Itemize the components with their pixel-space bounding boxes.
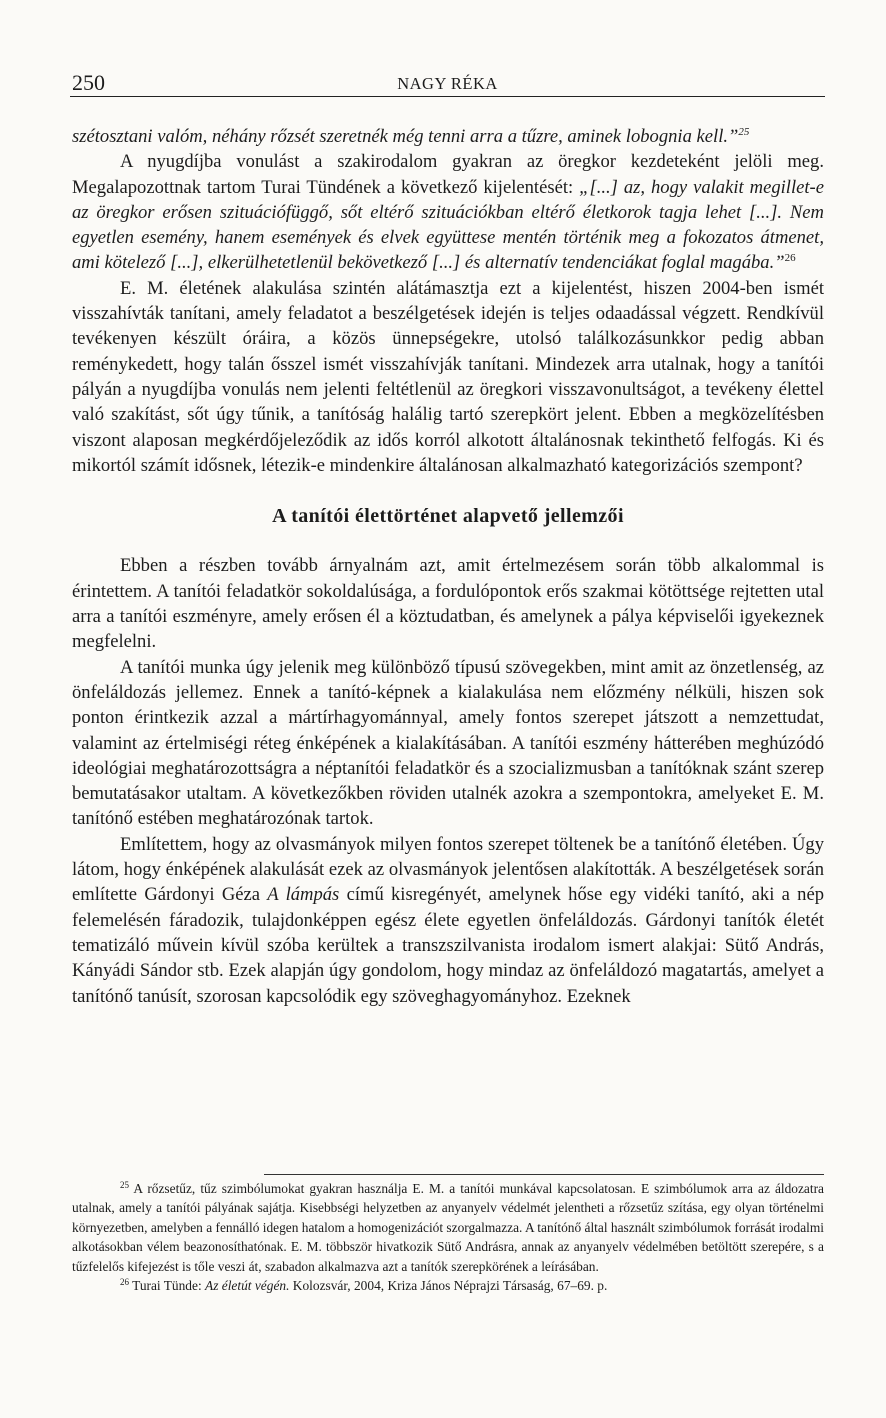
section-title: A tanítói élettörténet alapvető jellemzői: [272, 505, 624, 528]
page-number: 250: [72, 70, 105, 95]
paragraph: E. M. életének alakulása szintén alátámasztja ezt a kijelentést, hiszen 2004-ben ismét visszahívták tanítani, amely feladatot a beszélgetések idején is teljes odaadással végzett. Rendkívül tevékenyen készült óráira, a közös ünnepségekre, utolsó találkozásunkkor pedig abban reménykedett, hogy talán ősszel ismét visszahívják tanítani. Mindezek arra utalnak, hogy a tanítói pályán a nyugdíjba vonulás nem jelenti feltétlenül az öregkori visszavonultságot, a tevékeny élettel való szakítást, sőt úgy tűnik, a tanítóság halálig tartó szerepkört jelent. Ebben a megközelítésben viszont alaposan megkérdőjeleződik az idős korról alkotott általánosnak tekinthető felfogás. Ki és mikortól számít idősnek, létezik-e mindenkire általánosan alkalmazható kategorizációs szempont?: [72, 277, 824, 476]
footnote-number: 25: [120, 1180, 129, 1190]
cited-title: Az életút végén.: [205, 1278, 290, 1294]
paragraph-text: Említettem, hogy az olvasmányok milyen fontos szerepet töltenek be a tanítónő életében. Úgy látom, hogy énképének alakulását ezek az olvasmányok jelentősen alakították. A beszélgetések során említette Gárdonyi Géza: [72, 833, 824, 906]
quote-text: szétosztani valóm, néhány rőzsét szeretnék még tenni arra a tűzre, aminek lobognia kell.”: [72, 126, 739, 147]
main-text: [72, 124, 824, 1009]
paragraph-text: című kisregényét, amelynek hőse egy vidéki tanító, aki a nép felemelésén fáradozik, tulajdonképpen egész élete egyetlen önfeláldozás. Gárdonyi tanítók életét tematizáló művein kívül szóba kerültek a transzszilvanista irodalom ismert alakjai: Sütő András, Kányádi Sándor stb. Ezek alapján úgy gondolom, hogy mindaz az önfeláldozó magatartás, amelyet a tanítónő tanúsít, szorosan kapcsolódik egy szöveghagyományhoz. Ezeknek: [72, 884, 824, 1007]
footnote-ref-26: 26: [784, 252, 796, 265]
paragraph: [72, 149, 824, 275]
footnote-25: [72, 1179, 824, 1276]
paragraph: A tanítói munka úgy jelenik meg különböző típusú szövegekben, mint amit az önzetlenség, az önfeláldozás jellemez. Ennek a tanító-képnek a kialakulása nem előzmény nélküli, hiszen sok ponton érintkezik azzal a mártírhagyománnyal, amely fontos szerepet játszott a nemzettudat, valamint az értelmiségi réteg énképének a kialakításában. A tanítói eszmény hátterében meghúzódó ideológiai meghatározottságra a néptanítói feladatkör és a szocializmusban a tanítóknak szánt szerep bemutatásakor utaltam. A következőkben röviden utalnék azokra a szempontokra, amelyeket E. M. tanítónő estében meghatározónak tartok.: [72, 656, 824, 830]
page-header: [70, 70, 825, 97]
footnote-text: Turai Tünde:: [132, 1278, 206, 1294]
book-title: A lámpás: [267, 884, 340, 906]
footnotes: [72, 1179, 824, 1295]
paragraph: [72, 832, 824, 1009]
paragraph: Ebben a részben tovább árnyalnám azt, amit értelmezésem során több alkalommal is érintettem. A tanítói feladatkör sokoldalúsága, a fordulópontok erős szakmai kötöttsége rejtetten utal arra a tanítói eszményre, amely erősen él a köztudatban, és amelynek a pálya képviselői igyekeznek megfelelni.: [72, 555, 824, 653]
running-head: NAGY RÉKA: [397, 74, 498, 93]
footnote-text: Kolozsvár, 2004, Kriza János Néprajzi Társaság, 67–69. p.: [289, 1278, 608, 1294]
footnote-divider: [264, 1174, 824, 1175]
footnote-26: [72, 1276, 824, 1295]
footnote-number: 26: [120, 1277, 129, 1288]
paragraph-text: A nyugdíjba vonulást a szakirodalom gyakran az öregkor kezdeteként jelöli meg. Megalapozottnak tartom Turai Tündének a következő kijelentését:: [72, 151, 824, 198]
footnote-text: A rőzsetűz, tűz szimbólumokat gyakran használja E. M. a tanítói munkával kapcsolatosan. E szimbólumok arra az áldozatra utalnak, amely a tanítói pályának sajátja. Kisebbségi helyzetben az anyanyelv védelmét jelentheti a rőzsetűz szítása, egy olyan történelmi környezetben, amelyben a fennálló idegen hatalom a homogenizációt szorgalmazza. A tanítónő által használt szimbólumok forrását irodalmi alkotásokban vélem beazonosíthatónak. E. M. többször hivatkozik Sütő Andrásra, annak az anyanyelv védelmében betöltött szerepére, s a tűzfelelős kifejezést is tőle veszi át, szabadon alkalmazva azt a tanítók szerepkörének a leírásában.: [72, 1181, 825, 1274]
paragraph-continued-quote: [72, 124, 824, 149]
quote-text: „[...] az, hogy valakit megillet-e az öregkor erősen szituációfüggő, sőt eltérő szituációkban eltérő életkorok tagja lehet [...]. Nem egyetlen esemény, hanem események és elvek együttese mentén történik meg a fokozatos átmenet, ami kötelező [...], elkerülhetetlenül bekövetkező [...] és alternatív tendenciákat foglal magába.”: [72, 176, 824, 274]
footnote-ref-25: 25: [738, 126, 750, 138]
